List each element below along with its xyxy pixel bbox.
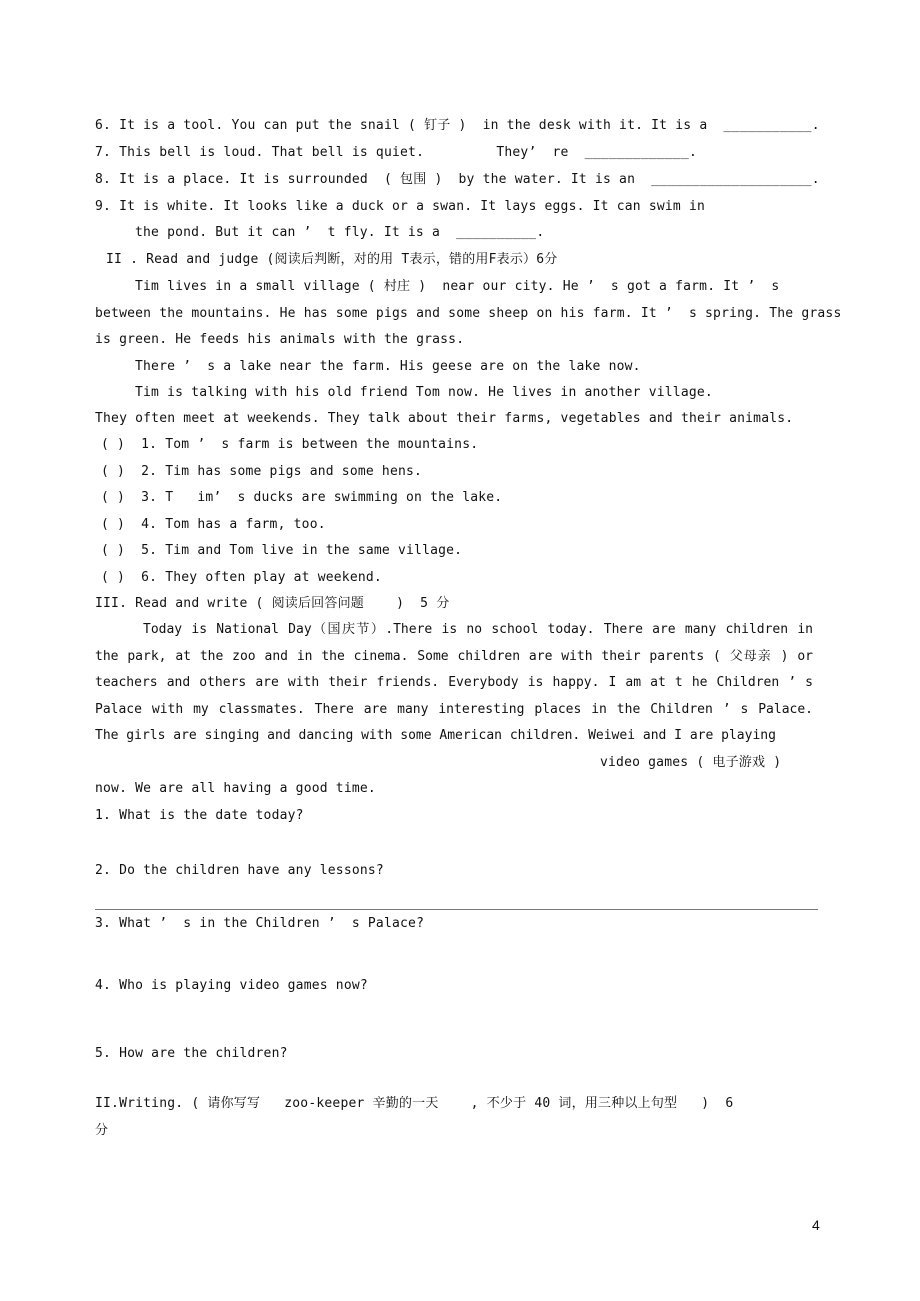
passage-1-line: between the mountains. He has some pigs and some sheep on his farm. It ’ s spring. The grass xyxy=(95,306,842,321)
judge-item: ( ) 3. T im’ s ducks are swimming on the lake. xyxy=(101,490,503,505)
passage-2 xyxy=(95,617,813,750)
writing-prompt-cont: 分 xyxy=(95,1123,109,1138)
page-number: 4 xyxy=(812,1217,820,1233)
passage-2-tail: video games ( 电子游戏 ) xyxy=(600,755,782,770)
passage-2-text: Today is National Day（国庆节）.There is no school today. There are many children in the park, at the zoo and in the cinema. Some children are with their parents ( 父母亲 ) or teachers and others are with their friends. Everybody is happy. I am at t he Children ’ s Palace with my classmates. There are many interesting places in the Children ’ s Palace. The girls are singing and dancing with some American children. Weiwei and I are playing xyxy=(95,622,813,743)
riddle-7: 7. This bell is loud. That bell is quiet. They’ re _____________. xyxy=(95,145,697,160)
judge-item: ( ) 6. They often play at weekend. xyxy=(101,570,382,585)
judge-item: ( ) 4. Tom has a farm, too. xyxy=(101,517,326,532)
passage-1-line: They often meet at weekends. They talk about their farms, vegetables and their animals. xyxy=(95,411,794,426)
passage-1-line: is green. He feeds his animals with the grass. xyxy=(95,332,465,347)
passage-1-line: Tim lives in a small village ( 村庄 ) near our city. He ’ s got a farm. It ’ s xyxy=(135,279,780,294)
section-3-title: III. Read and write ( 阅读后回答问题 ) 5 分 xyxy=(95,596,450,611)
question-5: 5. How are the children? xyxy=(95,1046,288,1061)
judge-item: ( ) 1. Tom ’ s farm is between the mountains. xyxy=(101,437,479,452)
answer-rule xyxy=(95,909,818,910)
riddle-8: 8. It is a place. It is surrounded ( 包围 ) by the water. It is an ____________________. xyxy=(95,172,820,187)
question-1: 1. What is the date today? xyxy=(95,808,304,823)
writing-prompt: II.Writing. ( 请你写写 zoo-keeper 辛勤的一天 , 不少于 40 词，用三种以上句型 ) 6 xyxy=(95,1096,734,1111)
riddle-6: 6. It is a tool. You can put the snail ( 钉子 ) in the desk with it. It is a ___________. xyxy=(95,118,820,133)
question-3: 3. What ’ s in the Children ’ s Palace? xyxy=(95,916,425,931)
riddle-9-continued: the pond. But it can ’ t fly. It is a __________. xyxy=(135,225,545,240)
passage-1-line: Tim is talking with his old friend Tom now. He lives in another village. xyxy=(135,385,713,400)
question-4: 4. Who is playing video games now? xyxy=(95,978,368,993)
passage-1-line: There ’ s a lake near the farm. His geese are on the lake now. xyxy=(135,359,641,374)
judge-item: ( ) 2. Tim has some pigs and some hens. xyxy=(101,464,423,479)
section-2-title: II . Read and judge (阅读后判断，对的用 T表示，错的用F表示）6分 xyxy=(106,252,558,267)
riddle-9: 9. It is white. It looks like a duck or a swan. It lays eggs. It can swim in xyxy=(95,199,706,214)
judge-item: ( ) 5. Tim and Tom live in the same village. xyxy=(101,543,463,558)
passage-2-end: now. We are all having a good time. xyxy=(95,781,376,796)
question-2: 2. Do the children have any lessons? xyxy=(95,863,384,878)
